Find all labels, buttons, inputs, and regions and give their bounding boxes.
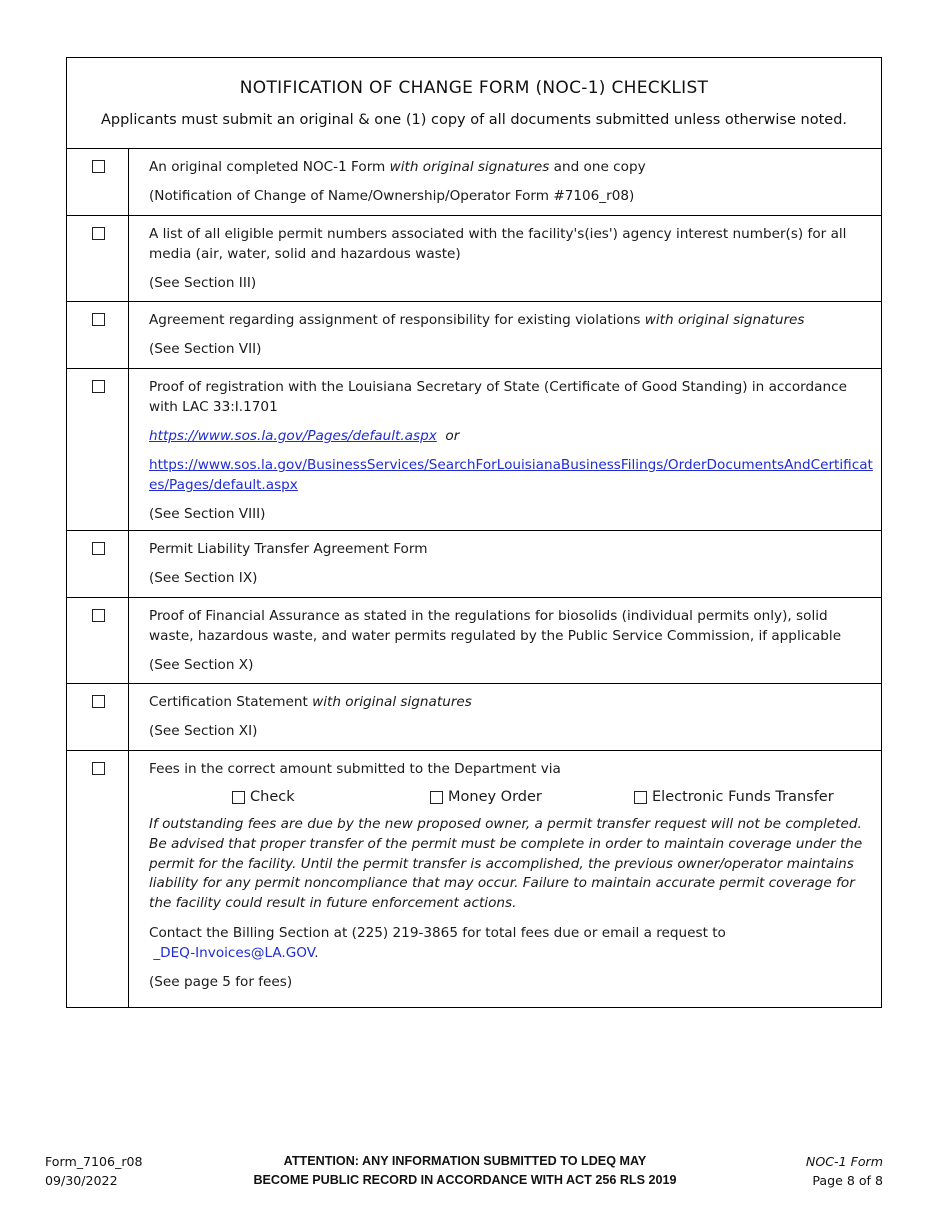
billing-contact: Contact the Billing Section at (225) 219-3865 for total fees due or email a request to _DEQ-Invoices@LA.GOV. — [149, 924, 726, 961]
item-section: (See Section III) — [149, 275, 257, 291]
payment-methods — [149, 787, 873, 807]
footer-date: 09/30/2022 — [45, 1173, 118, 1188]
footer-attention: ATTENTION: ANY INFORMATION SUBMITTED TO LDEQ MAY BECOME PUBLIC RECORD IN ACCORDANCE WITH ACT 256 RLS 2019 — [253, 1154, 677, 1187]
checkbox-liability-transfer[interactable] — [92, 542, 105, 555]
sos-home-link[interactable]: https://www.sos.la.gov/Pages/default.aspx — [149, 428, 437, 444]
item-text: Agreement regarding assignment of responsibility for existing violations with original signatures — [149, 312, 805, 328]
checklist-header — [67, 58, 881, 149]
footer-form-number: Form_7106_r08 — [45, 1154, 143, 1169]
checkbox-sos-registration[interactable] — [92, 380, 105, 393]
checklist-table — [66, 57, 882, 1008]
item-text: Permit Liability Transfer Agreement Form — [149, 541, 428, 557]
checklist-row-violations-agreement — [67, 302, 881, 369]
item-text: Fees in the correct amount submitted to the Department via — [149, 761, 561, 777]
item-text: A list of all eligible permit numbers associated with the facility's(ies') agency interest number(s) for all media (air, water, solid and hazardous waste) — [149, 226, 847, 262]
checklist-row-sos-registration — [67, 369, 881, 531]
page-subtitle: Applicants must submit an original & one (1) copy of all documents submitted unless otherwise noted. — [100, 112, 848, 128]
fees-warning: If outstanding fees are due by the new proposed owner, a permit transfer request will not be completed. Be advised that proper transfer of the permit must be complete in order to maintain coverage under the permit for the facility. Until the permit transfer is accomplished, the previous owner/operator maintains liability for any permit noncompliance that may occur. Failure to maintain accurate permit coverage for the facility could result in future enforcement actions. — [149, 816, 863, 912]
page-title: NOTIFICATION OF CHANGE FORM (NOC-1) CHECKLIST — [239, 78, 709, 98]
footer-form-info — [45, 1152, 143, 1190]
item-section: (See Section XI) — [149, 723, 258, 739]
method-label: Check — [250, 789, 295, 805]
checkbox-noc1-form[interactable] — [92, 160, 105, 173]
footer-form-name: NOC-1 Form — [805, 1154, 883, 1169]
method-money-order[interactable] — [430, 787, 634, 807]
checklist-row-liability-transfer — [67, 531, 881, 598]
checkbox-eft[interactable] — [634, 791, 647, 804]
sos-filings-link[interactable]: https://www.sos.la.gov/BusinessServices/SearchForLouisianaBusinessFilings/OrderDocumentsAndCertificates/Pages/default.aspx — [149, 457, 873, 493]
checklist-row-fees — [67, 751, 881, 1007]
item-text: Proof of registration with the Louisiana Secretary of State (Certificate of Good Standing) in accordance with LAC 33:I.1701 — [149, 379, 847, 415]
checklist-row-noc1-form — [67, 149, 881, 216]
checkbox-fees[interactable] — [92, 762, 105, 775]
checklist-row-financial-assurance — [67, 598, 881, 684]
method-eft[interactable] — [634, 787, 834, 807]
sos-filings-link-line — [149, 455, 873, 495]
checkbox-money-order[interactable] — [430, 791, 443, 804]
footer-page-info — [806, 1152, 883, 1190]
item-text: Proof of Financial Assurance as stated in the regulations for biosolids (individual permits only), solid waste, hazardous waste, and water permits regulated by the Public Service Commission, if applicable — [149, 608, 842, 644]
item-section: (See Section VIII) — [149, 506, 266, 522]
item-text: An original completed NOC-1 Form with original signatures and one copy — [149, 159, 646, 175]
checkbox-violations-agreement[interactable] — [92, 313, 105, 326]
item-text: Certification Statement with original signatures — [149, 694, 472, 710]
item-section: (See Section IX) — [149, 570, 258, 586]
method-check[interactable] — [232, 787, 430, 807]
item-section: (See page 5 for fees) — [149, 973, 293, 990]
method-label: Electronic Funds Transfer — [652, 789, 834, 805]
checkbox-check[interactable] — [232, 791, 245, 804]
checklist-row-permit-list — [67, 216, 881, 302]
item-note: (Notification of Change of Name/Ownership/Operator Form #7106_r08) — [149, 188, 635, 204]
item-section: (See Section VII) — [149, 341, 262, 357]
checklist-row-certification — [67, 684, 881, 751]
item-section: (See Section X) — [149, 657, 254, 673]
checkbox-financial-assurance[interactable] — [92, 609, 105, 622]
sos-link-line — [149, 426, 873, 446]
or-text: or — [445, 428, 460, 444]
billing-email[interactable]: _DEQ-Invoices@LA.GOV — [153, 944, 315, 961]
method-label: Money Order — [448, 789, 542, 805]
footer-page-number: Page 8 of 8 — [812, 1173, 883, 1188]
checkbox-certification[interactable] — [92, 695, 105, 708]
checkbox-permit-list[interactable] — [92, 227, 105, 240]
